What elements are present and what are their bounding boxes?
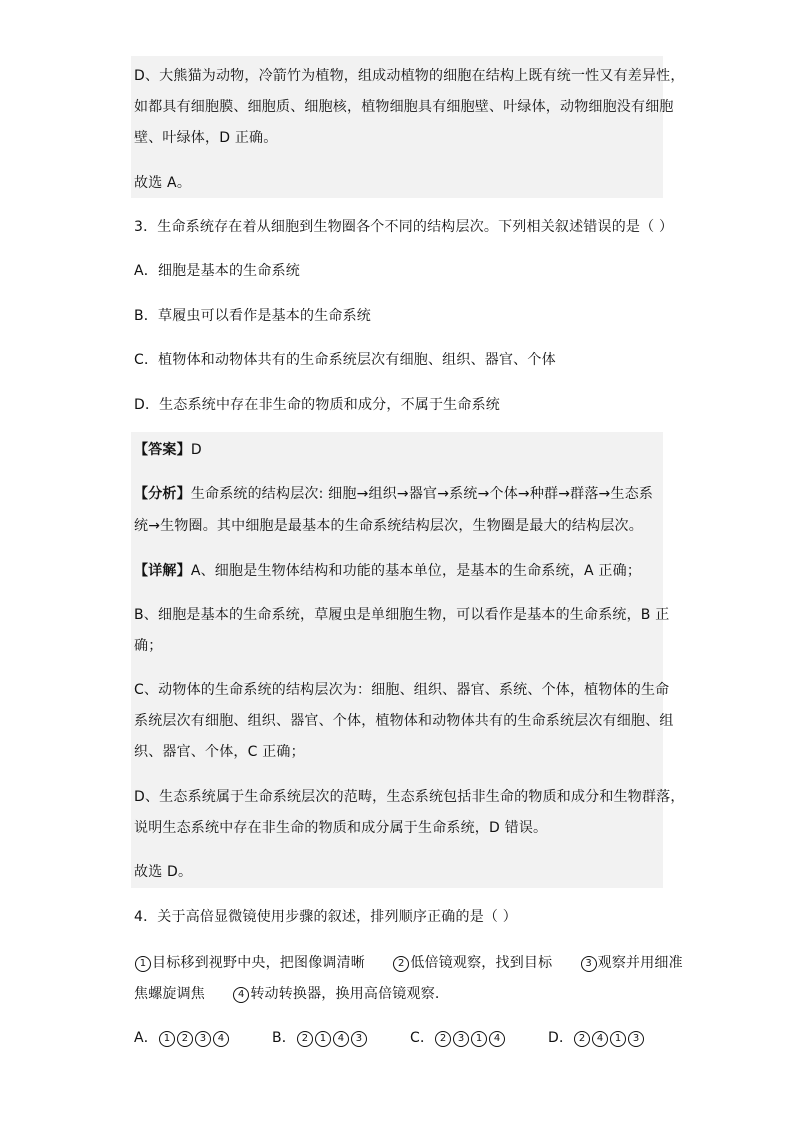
step-text: 观察并用细准 xyxy=(597,955,683,971)
q3-option-d: D．生态系统中存在非生命的物质和成分，不属于生命系统 xyxy=(134,397,500,413)
step-text: 焦螺旋调焦 xyxy=(134,986,205,1002)
option-seq-number: 1 xyxy=(159,1031,175,1047)
option-seq-number: 4 xyxy=(592,1031,608,1047)
q2-analysis-d-line3: 壁、叶绿体，D 正确。 xyxy=(134,130,278,146)
q2-analysis-d-line2: 如都具有细胞膜、细胞质、细胞核，植物细胞具有细胞壁、叶绿体，动物细胞没有细胞 xyxy=(134,99,674,115)
q3-conclusion: 故选 D。 xyxy=(134,864,193,880)
detail-a-text: A、细胞是生物体结构和功能的基本单位，是基本的生命系统，A 正确； xyxy=(190,563,642,579)
q3-stem: 3．生命系统存在着从细胞到生物圈各个不同的结构层次。下列相关叙述错误的是（ ） xyxy=(134,219,674,235)
q3-option-c: C．植物体和动物体共有的生命系统层次有细胞、组织、器官、个体 xyxy=(134,352,556,368)
option-seq-number: 4 xyxy=(489,1031,505,1047)
option-seq-number: 3 xyxy=(628,1031,644,1047)
q3-detail-d-line2: 说明生态系统中存在非生命的物质和成分属于生命系统，D 错误。 xyxy=(134,820,548,836)
q3-analysis-line2: 统→生物圈。其中细胞是最基本的生命系统结构层次，生物圈是最大的结构层次。 xyxy=(134,518,643,534)
answer-value: D xyxy=(190,442,202,458)
analysis-label: 【分析】 xyxy=(134,486,191,502)
step-number: 1 xyxy=(135,956,151,972)
q3-analysis-line1 xyxy=(134,484,653,504)
option-seq-number: 2 xyxy=(297,1031,313,1047)
q4-option-d xyxy=(548,1028,645,1048)
q3-option-a: A．细胞是基本的生命系统 xyxy=(134,263,300,279)
q4-steps-line1 xyxy=(134,953,683,973)
q3-detail-d-line1: D、生态系统属于生命系统层次的范畴，生态系统包括非生命的物质和成分和生物群落， xyxy=(134,789,685,805)
q3-detail-c-line3: 织、器官、个体，C 正确； xyxy=(134,744,305,760)
q3-detail-a xyxy=(134,561,641,581)
q4-option-a xyxy=(134,1028,230,1048)
option-seq-number: 1 xyxy=(315,1031,331,1047)
option-seq-number: 3 xyxy=(351,1031,367,1047)
option-label: A． xyxy=(134,1030,158,1046)
option-seq-number: 2 xyxy=(177,1031,193,1047)
step-number: 3 xyxy=(581,956,597,972)
option-seq-number: 3 xyxy=(195,1031,211,1047)
option-label: C． xyxy=(410,1030,435,1046)
answer-label: 【答案】 xyxy=(134,442,191,458)
option-seq-number: 1 xyxy=(471,1031,487,1047)
detail-label: 【详解】 xyxy=(134,563,191,579)
q4-option-b xyxy=(272,1028,368,1048)
option-seq-number: 4 xyxy=(333,1031,349,1047)
option-seq-number: 2 xyxy=(574,1031,590,1047)
q4-steps-line2 xyxy=(134,984,440,1004)
option-seq-number: 4 xyxy=(213,1031,229,1047)
q3-answer xyxy=(134,440,202,460)
option-seq-number: 2 xyxy=(435,1031,451,1047)
q3-detail-b-line2: 确； xyxy=(134,638,163,654)
option-seq-number: 3 xyxy=(453,1031,469,1047)
step-number: 4 xyxy=(233,987,249,1003)
q4-stem: 4．关于高倍显微镜使用步骤的叙述，排列顺序正确的是（ ） xyxy=(134,909,517,925)
option-label: B． xyxy=(272,1030,297,1046)
analysis-text: 生命系统的结构层次: 细胞→组织→器官→系统→个体→种群→群落→生态系 xyxy=(190,486,654,502)
q3-option-b: B．草履虫可以看作是基本的生命系统 xyxy=(134,308,372,324)
option-seq-number: 1 xyxy=(610,1031,626,1047)
q3-detail-b-line1: B、细胞是基本的生命系统，草履虫是单细胞生物，可以看作是基本的生命系统，B 正 xyxy=(134,607,670,623)
q4-option-c xyxy=(410,1028,506,1048)
q2-conclusion: 故选 A。 xyxy=(134,175,192,191)
step-text: 转动转换器，换用高倍镜观察. xyxy=(250,986,440,1002)
step-number: 2 xyxy=(393,956,409,972)
q3-detail-c-line1: C、动物体的生命系统的结构层次为：细胞、组织、器官、系统、个体，植物体的生命 xyxy=(134,682,670,698)
q3-detail-c-line2: 系统层次有细胞、组织、器官、个体，植物体和动物体共有的生命系统层次有细胞、组 xyxy=(134,713,674,729)
q2-analysis-d-line1: D、大熊猫为动物，冷箭竹为植物，组成动植物的细胞在结构上既有统一性又有差异性， xyxy=(134,68,685,84)
step-text: 目标移到视野中央，把图像调清晰 xyxy=(152,955,365,971)
step-text: 低倍镜观察，找到目标 xyxy=(410,955,553,971)
option-label: D． xyxy=(548,1030,574,1046)
